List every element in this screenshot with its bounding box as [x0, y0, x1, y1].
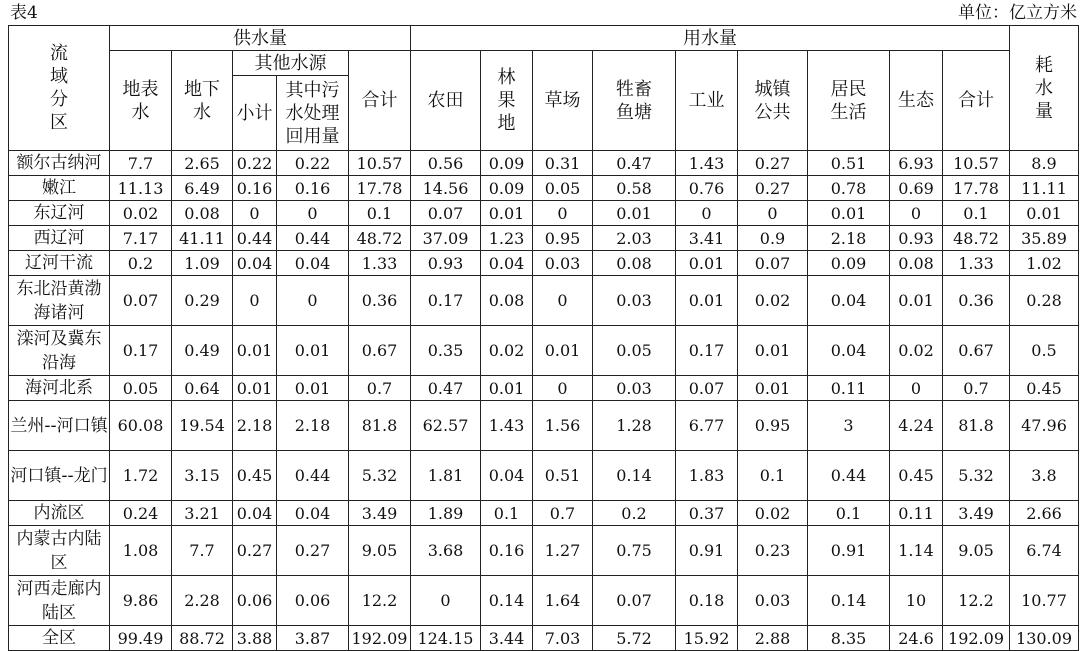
value-cell: 9.05 — [943, 526, 1010, 576]
value-cell: 12.2 — [349, 576, 411, 626]
value-cell: 0.02 — [890, 326, 943, 376]
basin-name-cell: 西辽河 — [9, 226, 110, 251]
value-cell: 6.77 — [676, 401, 738, 451]
value-cell: 0.56 — [411, 151, 481, 176]
value-cell: 24.6 — [890, 626, 943, 651]
value-cell: 0 — [277, 201, 349, 226]
value-cell: 1.72 — [110, 451, 172, 501]
value-cell: 192.09 — [349, 626, 411, 651]
value-cell: 0.22 — [277, 151, 349, 176]
value-cell: 10.57 — [943, 151, 1010, 176]
header-industry: 工业 — [676, 51, 738, 151]
value-cell: 0.7 — [349, 376, 411, 401]
value-cell: 2.65 — [172, 151, 233, 176]
basin-name-cell: 辽河干流 — [9, 251, 110, 276]
value-cell: 0.05 — [110, 376, 172, 401]
value-cell: 0.01 — [1010, 201, 1079, 226]
value-cell: 0.02 — [738, 501, 808, 526]
value-cell: 0.91 — [676, 526, 738, 576]
value-cell: 0.17 — [411, 276, 481, 326]
value-cell: 0.29 — [172, 276, 233, 326]
value-cell: 0.05 — [593, 326, 676, 376]
value-cell: 124.15 — [411, 626, 481, 651]
value-cell: 0.03 — [738, 576, 808, 626]
value-cell: 3.21 — [172, 501, 233, 526]
value-cell: 0.47 — [411, 376, 481, 401]
value-cell: 0.06 — [277, 576, 349, 626]
value-cell: 10.77 — [1010, 576, 1079, 626]
value-cell: 35.89 — [1010, 226, 1079, 251]
value-cell: 0.76 — [676, 176, 738, 201]
table-row — [9, 226, 1079, 251]
value-cell: 0.36 — [349, 276, 411, 326]
value-cell: 0.44 — [233, 226, 277, 251]
value-cell: 0.04 — [481, 251, 533, 276]
value-cell: 0.27 — [738, 151, 808, 176]
table-row — [9, 251, 1079, 276]
value-cell: 7.7 — [172, 526, 233, 576]
value-cell: 0.16 — [481, 526, 533, 576]
header-grassland: 草场 — [533, 51, 593, 151]
basin-name-cell: 海河北系 — [9, 376, 110, 401]
value-cell: 192.09 — [943, 626, 1010, 651]
table-row — [9, 576, 1079, 626]
table-row — [9, 526, 1079, 576]
header-use-total: 合计 — [943, 51, 1010, 151]
value-cell: 5.32 — [349, 451, 411, 501]
value-cell: 0.01 — [533, 326, 593, 376]
value-cell: 10.57 — [349, 151, 411, 176]
value-cell: 0.08 — [172, 201, 233, 226]
value-cell: 11.11 — [1010, 176, 1079, 201]
value-cell: 0.22 — [233, 151, 277, 176]
value-cell: 0.01 — [277, 326, 349, 376]
value-cell: 3.87 — [277, 626, 349, 651]
value-cell: 8.9 — [1010, 151, 1079, 176]
value-cell: 0.02 — [481, 326, 533, 376]
header-urban-public: 城镇公共 — [738, 51, 808, 151]
value-cell: 0.1 — [943, 201, 1010, 226]
basin-name-cell: 内流区 — [9, 501, 110, 526]
value-cell: 0.45 — [890, 451, 943, 501]
value-cell: 0.07 — [110, 276, 172, 326]
value-cell: 11.13 — [110, 176, 172, 201]
value-cell: 0.01 — [233, 376, 277, 401]
value-cell: 0.7 — [943, 376, 1010, 401]
value-cell: 1.89 — [411, 501, 481, 526]
value-cell: 0.01 — [593, 201, 676, 226]
value-cell: 6.49 — [172, 176, 233, 201]
value-cell: 0.04 — [233, 251, 277, 276]
value-cell: 0.11 — [808, 376, 890, 401]
value-cell: 0.47 — [593, 151, 676, 176]
table-row — [9, 326, 1079, 376]
basin-name-cell: 内蒙古内陆区 — [9, 526, 110, 576]
value-cell: 0.5 — [1010, 326, 1079, 376]
value-cell: 0.44 — [277, 226, 349, 251]
value-cell: 0.95 — [533, 226, 593, 251]
water-supply-use-table — [8, 25, 1079, 651]
value-cell: 2.88 — [738, 626, 808, 651]
value-cell: 7.17 — [110, 226, 172, 251]
value-cell: 0.78 — [808, 176, 890, 201]
header-consumption: 耗水量 — [1010, 26, 1079, 151]
value-cell: 1.02 — [1010, 251, 1079, 276]
value-cell: 0 — [890, 376, 943, 401]
value-cell: 0.95 — [738, 401, 808, 451]
value-cell: 47.96 — [1010, 401, 1079, 451]
value-cell: 17.78 — [349, 176, 411, 201]
value-cell: 0.17 — [110, 326, 172, 376]
header-forest: 林果地 — [481, 51, 533, 151]
value-cell: 1.27 — [533, 526, 593, 576]
value-cell: 3.88 — [233, 626, 277, 651]
value-cell: 0.2 — [593, 501, 676, 526]
value-cell: 0.04 — [233, 501, 277, 526]
value-cell: 0.45 — [233, 451, 277, 501]
value-cell: 0.01 — [738, 376, 808, 401]
table-row — [9, 151, 1079, 176]
value-cell: 0.05 — [533, 176, 593, 201]
value-cell: 17.78 — [943, 176, 1010, 201]
value-cell: 0 — [233, 276, 277, 326]
value-cell: 1.08 — [110, 526, 172, 576]
value-cell: 10 — [890, 576, 943, 626]
header-use-group: 用水量 — [411, 26, 1010, 51]
value-cell: 0.01 — [738, 326, 808, 376]
value-cell: 2.28 — [172, 576, 233, 626]
value-cell: 1.64 — [533, 576, 593, 626]
value-cell: 0.04 — [277, 251, 349, 276]
value-cell: 0 — [533, 276, 593, 326]
value-cell: 0.27 — [233, 526, 277, 576]
value-cell: 1.23 — [481, 226, 533, 251]
table-row — [9, 451, 1079, 501]
value-cell: 2.03 — [593, 226, 676, 251]
value-cell: 60.08 — [110, 401, 172, 451]
value-cell: 0.02 — [738, 276, 808, 326]
value-cell: 0.28 — [1010, 276, 1079, 326]
value-cell: 99.49 — [110, 626, 172, 651]
value-cell: 41.11 — [172, 226, 233, 251]
value-cell: 0.18 — [676, 576, 738, 626]
table-row — [9, 276, 1079, 326]
header-residential: 居民生活 — [808, 51, 890, 151]
value-cell: 0.04 — [808, 276, 890, 326]
value-cell: 81.8 — [349, 401, 411, 451]
value-cell: 3 — [808, 401, 890, 451]
value-cell: 0.14 — [481, 576, 533, 626]
value-cell: 0.9 — [738, 226, 808, 251]
value-cell: 15.92 — [676, 626, 738, 651]
value-cell: 1.43 — [481, 401, 533, 451]
value-cell: 48.72 — [943, 226, 1010, 251]
basin-name-cell: 河西走廊内陆区 — [9, 576, 110, 626]
value-cell: 0.07 — [411, 201, 481, 226]
header-other-subtotal: 小计 — [233, 76, 277, 151]
value-cell: 0.1 — [349, 201, 411, 226]
value-cell: 48.72 — [349, 226, 411, 251]
value-cell: 1.14 — [890, 526, 943, 576]
table-row — [9, 376, 1079, 401]
value-cell: 0.04 — [277, 501, 349, 526]
value-cell: 1.33 — [943, 251, 1010, 276]
value-cell: 0.16 — [277, 176, 349, 201]
value-cell: 0.08 — [481, 276, 533, 326]
value-cell: 0.08 — [593, 251, 676, 276]
table-row — [9, 626, 1079, 651]
value-cell: 0.03 — [533, 251, 593, 276]
value-cell: 0.91 — [808, 526, 890, 576]
value-cell: 0.35 — [411, 326, 481, 376]
table-row — [9, 401, 1079, 451]
table-body — [9, 151, 1079, 651]
value-cell: 0.09 — [481, 151, 533, 176]
value-cell: 0.7 — [533, 501, 593, 526]
value-cell: 0 — [533, 376, 593, 401]
value-cell: 0.17 — [676, 326, 738, 376]
header-other-source: 其他水源 — [233, 51, 349, 76]
table-row — [9, 501, 1079, 526]
value-cell: 81.8 — [943, 401, 1010, 451]
value-cell: 0.64 — [172, 376, 233, 401]
value-cell: 1.43 — [676, 151, 738, 176]
value-cell: 6.74 — [1010, 526, 1079, 576]
value-cell: 3.68 — [411, 526, 481, 576]
basin-name-cell: 嫩江 — [9, 176, 110, 201]
value-cell: 2.66 — [1010, 501, 1079, 526]
value-cell: 7.03 — [533, 626, 593, 651]
value-cell: 0 — [676, 201, 738, 226]
value-cell: 88.72 — [172, 626, 233, 651]
value-cell: 0.45 — [1010, 376, 1079, 401]
value-cell: 0.03 — [593, 376, 676, 401]
value-cell: 2.18 — [808, 226, 890, 251]
value-cell: 0.23 — [738, 526, 808, 576]
value-cell: 0.31 — [533, 151, 593, 176]
value-cell: 0.51 — [808, 151, 890, 176]
value-cell: 0.51 — [533, 451, 593, 501]
header-ground: 地下水 — [172, 51, 233, 151]
value-cell: 0.14 — [808, 576, 890, 626]
value-cell: 1.83 — [676, 451, 738, 501]
value-cell: 3.8 — [1010, 451, 1079, 501]
table-row — [9, 176, 1079, 201]
value-cell: 9.05 — [349, 526, 411, 576]
value-cell: 19.54 — [172, 401, 233, 451]
header-basin: 流域分区 — [9, 26, 110, 151]
value-cell: 0.04 — [808, 326, 890, 376]
value-cell: 8.35 — [808, 626, 890, 651]
value-cell: 0.58 — [593, 176, 676, 201]
value-cell: 14.56 — [411, 176, 481, 201]
value-cell: 0.14 — [593, 451, 676, 501]
basin-name-cell: 东辽河 — [9, 201, 110, 226]
value-cell: 6.93 — [890, 151, 943, 176]
value-cell: 0 — [277, 276, 349, 326]
value-cell: 0.1 — [738, 451, 808, 501]
value-cell: 0 — [738, 201, 808, 226]
value-cell: 0.07 — [593, 576, 676, 626]
value-cell: 0.01 — [277, 376, 349, 401]
value-cell: 3.44 — [481, 626, 533, 651]
value-cell: 0.08 — [890, 251, 943, 276]
value-cell: 0.67 — [349, 326, 411, 376]
value-cell: 0.24 — [110, 501, 172, 526]
value-cell: 0.67 — [943, 326, 1010, 376]
value-cell: 0.01 — [890, 276, 943, 326]
value-cell: 0.1 — [808, 501, 890, 526]
header-supply-group: 供水量 — [110, 26, 411, 51]
unit-label: 单位：亿立方米 — [958, 3, 1077, 23]
value-cell: 0.01 — [676, 276, 738, 326]
header-other-reuse: 其中污水处理回用量 — [277, 76, 349, 151]
value-cell: 0.44 — [808, 451, 890, 501]
value-cell: 0.44 — [277, 451, 349, 501]
value-cell: 2.18 — [233, 401, 277, 451]
value-cell: 0.01 — [481, 376, 533, 401]
value-cell: 1.28 — [593, 401, 676, 451]
value-cell: 130.09 — [1010, 626, 1079, 651]
value-cell: 0.36 — [943, 276, 1010, 326]
value-cell: 0.07 — [738, 251, 808, 276]
header-ecology: 生态 — [890, 51, 943, 151]
value-cell: 0.01 — [481, 201, 533, 226]
value-cell: 7.7 — [110, 151, 172, 176]
value-cell: 0 — [233, 201, 277, 226]
basin-name-cell: 兰州--河口镇 — [9, 401, 110, 451]
value-cell: 0.02 — [110, 201, 172, 226]
value-cell: 0.69 — [890, 176, 943, 201]
value-cell: 3.49 — [943, 501, 1010, 526]
value-cell: 4.24 — [890, 401, 943, 451]
value-cell: 1.33 — [349, 251, 411, 276]
value-cell: 0 — [890, 201, 943, 226]
header-surface: 地表水 — [110, 51, 172, 151]
value-cell: 0.27 — [738, 176, 808, 201]
value-cell: 0.01 — [808, 201, 890, 226]
value-cell: 0.16 — [233, 176, 277, 201]
header-livestock: 牲畜鱼塘 — [593, 51, 676, 151]
value-cell: 0.27 — [277, 526, 349, 576]
value-cell: 0.01 — [233, 326, 277, 376]
value-cell: 2.18 — [277, 401, 349, 451]
value-cell: 0 — [411, 576, 481, 626]
value-cell: 5.32 — [943, 451, 1010, 501]
value-cell: 3.49 — [349, 501, 411, 526]
value-cell: 1.81 — [411, 451, 481, 501]
header-farmland: 农田 — [411, 51, 481, 151]
value-cell: 0.01 — [676, 251, 738, 276]
value-cell: 0.11 — [890, 501, 943, 526]
header-supply-total: 合计 — [349, 51, 411, 151]
value-cell: 0.1 — [481, 501, 533, 526]
value-cell: 0.06 — [233, 576, 277, 626]
value-cell: 0.49 — [172, 326, 233, 376]
value-cell: 0.2 — [110, 251, 172, 276]
basin-name-cell: 滦河及冀东沿海 — [9, 326, 110, 376]
value-cell: 0.03 — [593, 276, 676, 326]
value-cell: 3.41 — [676, 226, 738, 251]
value-cell: 0.07 — [676, 376, 738, 401]
table-number: 表4 — [10, 3, 38, 23]
basin-name-cell: 全区 — [9, 626, 110, 651]
value-cell: 62.57 — [411, 401, 481, 451]
value-cell: 1.56 — [533, 401, 593, 451]
value-cell: 0.93 — [890, 226, 943, 251]
value-cell: 1.09 — [172, 251, 233, 276]
value-cell: 0.93 — [411, 251, 481, 276]
value-cell: 0.04 — [481, 451, 533, 501]
value-cell: 3.15 — [172, 451, 233, 501]
value-cell: 0.09 — [808, 251, 890, 276]
basin-name-cell: 东北沿黄渤海诸河 — [9, 276, 110, 326]
value-cell: 9.86 — [110, 576, 172, 626]
value-cell: 0 — [533, 201, 593, 226]
value-cell: 12.2 — [943, 576, 1010, 626]
value-cell: 0.75 — [593, 526, 676, 576]
value-cell: 0.37 — [676, 501, 738, 526]
basin-name-cell: 河口镇--龙门 — [9, 451, 110, 501]
table-row — [9, 201, 1079, 226]
value-cell: 5.72 — [593, 626, 676, 651]
value-cell: 0.09 — [481, 176, 533, 201]
basin-name-cell: 额尔古纳河 — [9, 151, 110, 176]
value-cell: 37.09 — [411, 226, 481, 251]
